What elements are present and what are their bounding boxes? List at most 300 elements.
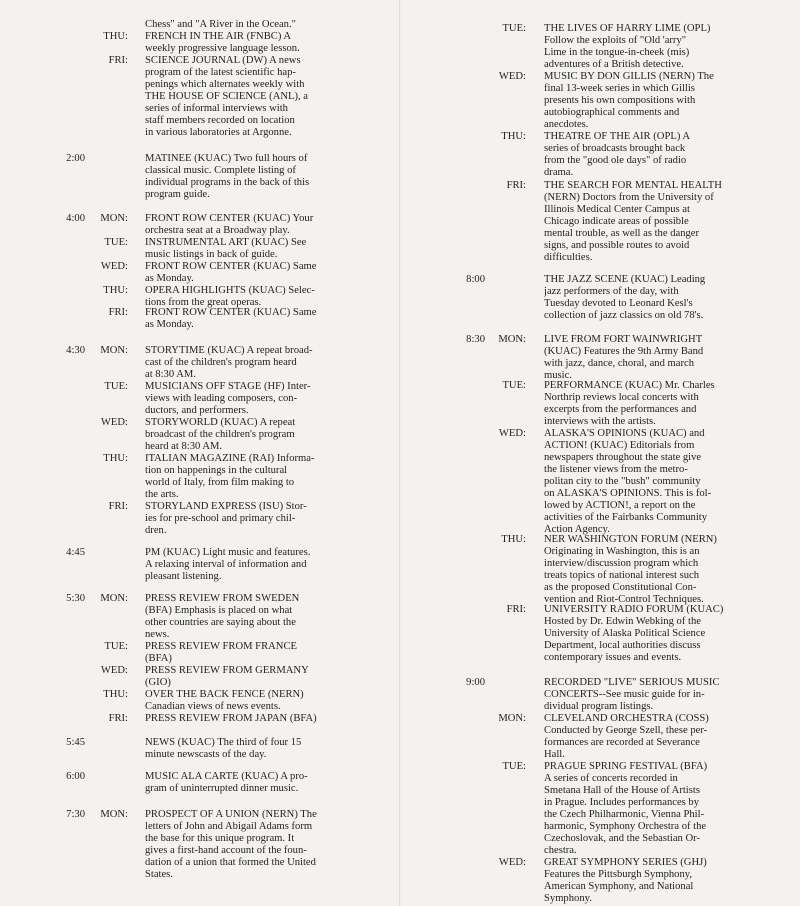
left-page-line [0,477,400,489]
left-page-line [0,177,400,189]
program-text: series of informal interviews with [145,103,288,114]
program-text: the Czech Philharmonic, Vienna Phil- [544,809,705,820]
left-page-line [0,381,400,393]
program-text: harmonic, Symphony Orchestra of the [544,821,707,832]
program-text: THEATRE OF THE AIR (OPL) A [544,131,691,142]
program-text: the base for this unique program. It [145,833,295,844]
program-text: anecdotes. [544,119,589,130]
weekday-label: THU: [501,131,526,142]
right-page-line [400,821,800,833]
program-text: excerpts from the performances and [544,404,697,415]
program-text: dation of a union that formed the United [145,857,316,868]
right-page-line [400,604,800,616]
right-page-line [400,131,800,143]
right-page-line [400,488,800,500]
left-page-line [0,713,400,725]
program-text: FRONT ROW CENTER (KUAC) Same [145,261,317,272]
program-text: Chess" and "A River in the Ocean." [145,19,296,30]
program-text: Hall. [544,749,565,760]
program-text: music. [544,370,572,381]
program-text: Illinois Medical Center Campus at [544,204,690,215]
right-page-line [400,512,800,524]
right-page-line [400,452,800,464]
program-text: Symphony. [544,893,592,904]
right-page-line [400,713,800,725]
program-text: individual programs in the back of this [145,177,310,188]
right-page-line [400,546,800,558]
program-text: MUSIC BY DON GILLIS (NERN) The [544,71,714,82]
left-page-line [0,237,400,249]
program-text: signs, and possible routes to avoid [544,240,690,251]
left-page-line [0,453,400,465]
left-page-line [0,547,400,559]
left-page-line [0,441,400,453]
program-text: world of Italy, from film making to [145,477,295,488]
program-text: contemporary issues and events. [544,652,682,663]
left-page-line [0,103,400,115]
program-text: ies for pre-school and primary chil- [145,513,296,524]
program-text: ALASKA'S OPINIONS (KUAC) and [544,428,705,439]
right-page-line [400,761,800,773]
program-text: FRENCH IN THE AIR (FNBC) A [145,31,292,42]
right-page-line [400,558,800,570]
program-text: (KUAC) Features the 9th Army Band [544,346,704,357]
left-page-line [0,617,400,629]
program-text: formances are recorded at Severance [544,737,700,748]
program-text: Follow the exploits of "Old 'arry" [544,35,687,46]
left-page-line [0,67,400,79]
program-text: PERFORMANCE (KUAC) Mr. Charles [544,380,715,391]
weekday-label: THU: [103,453,128,464]
weekday-label: FRI: [506,180,526,191]
time-slot: 9:00 [466,677,485,688]
program-text: letters of John and Abigail Adams form [145,821,313,832]
program-text: as the proposed Constitutional Con- [544,582,697,593]
left-page-line [0,43,400,55]
program-text: the arts. [145,489,179,500]
weekday-label: MON: [100,345,128,356]
weekday-label: MON: [100,593,128,604]
right-page-line [400,833,800,845]
left-page-line [0,55,400,67]
left-page-line [0,513,400,525]
program-text: classical music. Complete listing of [145,165,296,176]
program-text: Northrip reviews local concerts with [544,392,699,403]
program-text: MATINEE (KUAC) Two full hours of [145,153,308,164]
time-slot: 4:00 [66,213,85,224]
time-slot: 5:45 [66,737,85,748]
program-text: Lime in the tongue-in-cheek (mis) [544,47,690,58]
left-page-line [0,429,400,441]
program-text: minute newscasts of the day. [145,749,267,760]
weekday-label: WED: [100,261,128,272]
left-page-line [0,273,400,285]
weekday-label: TUE: [502,23,526,34]
right-page-line [400,143,800,155]
program-text: Canadian views of news events. [145,701,281,712]
right-page-line [400,204,800,216]
left-page-line [0,153,400,165]
right-page-line [400,689,800,701]
right-page-line [400,286,800,298]
weekday-label: MON: [498,713,526,724]
left-page-line [0,393,400,405]
weekday-label: TUE: [104,641,128,652]
weekday-label: FRI: [108,55,128,66]
program-text: politan city to the "bush" community [544,476,701,487]
program-text: other countries are saying about the [145,617,296,628]
weekday-label: THU: [103,31,128,42]
left-page-line [0,417,400,429]
program-text: lowed by ACTION!, a report on the [544,500,696,511]
program-text: RECORDED "LIVE" SERIOUS MUSIC [544,677,720,688]
right-page-line [400,346,800,358]
program-text: THE JAZZ SCENE (KUAC) Leading [544,274,706,285]
program-text: ductors, and performers. [145,405,249,416]
program-text: FRONT ROW CENTER (KUAC) Your [145,213,314,224]
left-page-line [0,285,400,297]
program-text: final 13-week series in which Gillis [544,83,695,94]
program-text: at 8:30 AM. [145,369,196,380]
right-page-line [400,737,800,749]
left-page-line [0,677,400,689]
right-page-line [400,857,800,869]
program-text: OVER THE BACK FENCE (NERN) [145,689,304,700]
program-text: Smetana Hall of the House of Artists [544,785,700,796]
program-text: dren. [145,525,167,536]
program-text: THE LIVES OF HARRY LIME (OPL) [544,23,711,34]
program-text: FRONT ROW CENTER (KUAC) Same [145,307,317,318]
program-text: weekly progressive language lesson. [145,43,300,54]
left-page-line [0,809,400,821]
weekday-label: WED: [498,428,526,439]
right-page-line [400,773,800,785]
program-text: gram of uninterrupted dinner music. [145,783,299,794]
program-text: chestra. [544,845,577,856]
right-page-line [400,428,800,440]
program-text: program of the latest scientific hap- [145,67,296,78]
right-page-line [400,476,800,488]
right-page-line [400,893,800,905]
program-text: drama. [544,167,574,178]
program-text: orchestra seat at a Broadway play. [145,225,290,236]
program-text: Department, local authorities discuss [544,640,701,651]
right-page-line [400,701,800,713]
weekday-label: FRI: [108,713,128,724]
left-page-line [0,605,400,617]
right-page-line [400,83,800,95]
weekday-label: WED: [100,665,128,676]
program-text: UNIVERSITY RADIO FORUM (KUAC) [544,604,724,615]
program-text: vention and Riot-Control Techniques. [544,594,704,605]
program-text: MUSICIANS OFF STAGE (HF) Inter- [145,381,311,392]
right-page-line [400,440,800,452]
right-page-line [400,216,800,228]
right-page-line [400,392,800,404]
program-text: MUSIC ALA CARTE (KUAC) A pro- [145,771,308,782]
left-page-line [0,749,400,761]
right-page-line [400,310,800,322]
left-page-line [0,91,400,103]
right-page-line [400,334,800,346]
time-slot: 8:30 [466,334,485,345]
program-text: pleasant listening. [145,571,222,582]
program-text: A relaxing interval of information and [145,559,307,570]
program-text: heard at 8:30 AM. [145,441,223,452]
program-text: gives a first-hand account of the foun- [145,845,307,856]
left-page-line [0,369,400,381]
left-page-line [0,593,400,605]
time-slot: 2:00 [66,153,85,164]
left-page-line [0,629,400,641]
program-text: GREAT SYMPHONY SERIES (GHJ) [544,857,707,868]
program-text: the listener views from the metro- [544,464,688,475]
program-text: PRESS REVIEW FROM FRANCE [145,641,297,652]
program-text: jazz performers of the day, with [544,286,679,297]
weekday-label: THU: [103,689,128,700]
program-text: States. [145,869,173,880]
right-page-line [400,59,800,71]
right-page-line [400,797,800,809]
program-text: series of broadcasts brought back [544,143,686,154]
program-text: autobiographical comments and [544,107,680,118]
left-page-line [0,189,400,201]
program-text: Hosted by Dr. Edwin Webking of the [544,616,701,627]
program-text: PRESS REVIEW FROM GERMANY [145,665,309,676]
program-text: STORYTIME (KUAC) A repeat broad- [145,345,313,356]
weekday-label: TUE: [502,761,526,772]
program-text: activities of the Fairbanks Community [544,512,708,523]
right-page-line [400,192,800,204]
right-page-line [400,677,800,689]
program-text: staff members recorded on location [145,115,295,126]
right-page-line [400,252,800,264]
left-page-line [0,31,400,43]
right-page-line [400,845,800,857]
program-text: American Symphony, and National [544,881,694,892]
program-text: dividual program listings. [544,701,654,712]
left-page-line [0,115,400,127]
weekday-label: THU: [501,534,526,545]
program-text: NER WASHINGTON FORUM (NERN) [544,534,717,545]
program-text: difficulties. [544,252,593,263]
right-page-line [400,298,800,310]
left-page-line [0,821,400,833]
right-page-line [400,71,800,83]
program-text: THE HOUSE OF SCIENCE (ANL), a [145,91,309,102]
program-text: views with leading composers, con- [145,393,298,404]
right-page-line [400,155,800,167]
right-page-line [400,809,800,821]
right-page-line [400,167,800,179]
weekday-label: MON: [100,213,128,224]
right-page-line [400,228,800,240]
program-text: Chicago indicate areas of possible [544,216,689,227]
right-page-line [400,95,800,107]
left-page-line [0,19,400,31]
right-page-line [400,582,800,594]
program-text: ITALIAN MAGAZINE (RAI) Informa- [145,453,315,464]
weekday-label: MON: [100,809,128,820]
program-text: Conducted by George Szell, these per- [544,725,708,736]
left-page-line [0,261,400,273]
right-page-line [400,785,800,797]
left-page-line [0,319,400,331]
right-page-line [400,570,800,582]
program-text: penings which alternates weekly with [145,79,305,90]
program-text: collection of jazz classics on old 78's. [544,310,704,321]
program-text: adventures of a British detective. [544,59,684,70]
program-text: presents his own compositions with [544,95,696,106]
program-text: (BFA) [145,653,172,664]
program-text: PROSPECT OF A UNION (NERN) The [145,809,317,820]
program-text: THE SEARCH FOR MENTAL HEALTH [544,180,722,191]
program-text: newspapers throughout the state give [544,452,702,463]
program-text: music listings in back of guide. [145,249,278,260]
weekday-label: WED: [498,71,526,82]
right-page-line [400,404,800,416]
program-text: Originating in Washington, this is an [544,546,700,557]
right-page-line [400,23,800,35]
right-page-line [400,35,800,47]
program-text: STORYWORLD (KUAC) A repeat [145,417,296,428]
weekday-label: MON: [498,334,526,345]
program-text: SCIENCE JOURNAL (DW) A news [145,55,301,66]
program-text: tion on happenings in the cultural [145,465,288,476]
program-text: Features the Pittsburgh Symphony, [544,869,693,880]
weekday-label: TUE: [502,380,526,391]
right-page-line [400,534,800,546]
right-page-line [400,47,800,59]
program-text: in various laboratories at Argonne. [145,127,292,138]
right-page-line [400,749,800,761]
program-text: PRESS REVIEW FROM SWEDEN [145,593,300,604]
right-page-line [400,640,800,652]
weekday-label: WED: [100,417,128,428]
time-slot: 5:30 [66,593,85,604]
left-page-line [0,845,400,857]
weekday-label: WED: [498,857,526,868]
left-page-line [0,489,400,501]
weekday-label: TUE: [104,381,128,392]
left-page-line [0,525,400,537]
program-text: LIVE FROM FORT WAINWRIGHT [544,334,703,345]
program-text: program guide. [145,189,210,200]
program-text: Tuesday devoted to Leonard Kesl's [544,298,693,309]
program-text: (GIO) [145,677,171,688]
program-text: from the "good ole days" of radio [544,155,687,166]
time-slot: 4:45 [66,547,85,558]
left-page-line [0,833,400,845]
left-page-line [0,869,400,881]
program-text: A series of concerts recorded in [544,773,678,784]
weekday-label: TUE: [104,237,128,248]
time-slot: 4:30 [66,345,85,356]
weekday-label: THU: [103,285,128,296]
program-text: OPERA HIGHLIGHTS (KUAC) Selec- [145,285,315,296]
program-text: news. [145,629,170,640]
left-page-line [0,405,400,417]
program-text: CONCERTS--See music guide for in- [544,689,705,700]
right-page-line [400,628,800,640]
program-text: CLEVELAND ORCHESTRA (COSS) [544,713,709,724]
right-page-line [400,240,800,252]
program-text: interviews with the artists. [544,416,656,427]
program-text: treats topics of national interest such [544,570,700,581]
program-text: as Monday. [145,319,194,330]
program-text: ACTION! (KUAC) Editorials from [544,440,695,451]
left-page-line [0,689,400,701]
left-page-line [0,225,400,237]
weekday-label: FRI: [108,307,128,318]
program-text: INSTRUMENTAL ART (KUAC) See [145,237,307,248]
right-page-line [400,464,800,476]
left-page-line [0,307,400,319]
program-text: with jazz, dance, choral, and march [544,358,695,369]
program-text: (BFA) Emphasis is placed on what [145,605,293,616]
time-slot: 8:00 [466,274,485,285]
program-text: NEWS (KUAC) The third of four 15 [145,737,302,748]
right-page-line [400,274,800,286]
right-page-line [400,869,800,881]
weekday-label: FRI: [108,501,128,512]
program-text: as Monday. [145,273,194,284]
right-page-line [400,180,800,192]
program-text: PRAGUE SPRING FESTIVAL (BFA) [544,761,708,772]
left-page-line [0,857,400,869]
left-page-line [0,641,400,653]
right-page-line [400,652,800,664]
time-slot: 7:30 [66,809,85,820]
program-text: STORYLAND EXPRESS (ISU) Stor- [145,501,307,512]
left-page-line [0,737,400,749]
left-page-line [0,665,400,677]
program-text: mental trouble, as well as the danger [544,228,700,239]
right-page-line [400,380,800,392]
program-text: PM (KUAC) Light music and features. [145,547,311,558]
left-page-line [0,771,400,783]
program-text: tions from the great operas. [145,297,262,308]
right-page-line [400,107,800,119]
right-page [400,0,800,906]
left-page-line [0,345,400,357]
program-text: Action Agency. [544,524,610,535]
left-page-line [0,701,400,713]
left-page-line [0,783,400,795]
time-slot: 6:00 [66,771,85,782]
left-page-line [0,357,400,369]
right-page-line [400,500,800,512]
program-text: interview/discussion program which [544,558,699,569]
program-text: on ALASKA'S OPINIONS. This is fol- [544,488,712,499]
right-page-line [400,416,800,428]
left-page-line [0,249,400,261]
program-text: broadcast of the children's program [145,429,295,440]
program-text: (NERN) Doctors from the University of [544,192,714,203]
right-page-line [400,358,800,370]
program-text: cast of the children's program heard [145,357,297,368]
program-text: University of Alaska Political Science [544,628,706,639]
right-page-line [400,119,800,131]
left-page-line [0,165,400,177]
program-text: in Prague. Includes performances by [544,797,700,808]
weekday-label: FRI: [506,604,526,615]
program-text: PRESS REVIEW FROM JAPAN (BFA) [145,713,317,724]
left-page-line [0,213,400,225]
left-page-line [0,653,400,665]
left-page-line [0,559,400,571]
right-page-line [400,881,800,893]
